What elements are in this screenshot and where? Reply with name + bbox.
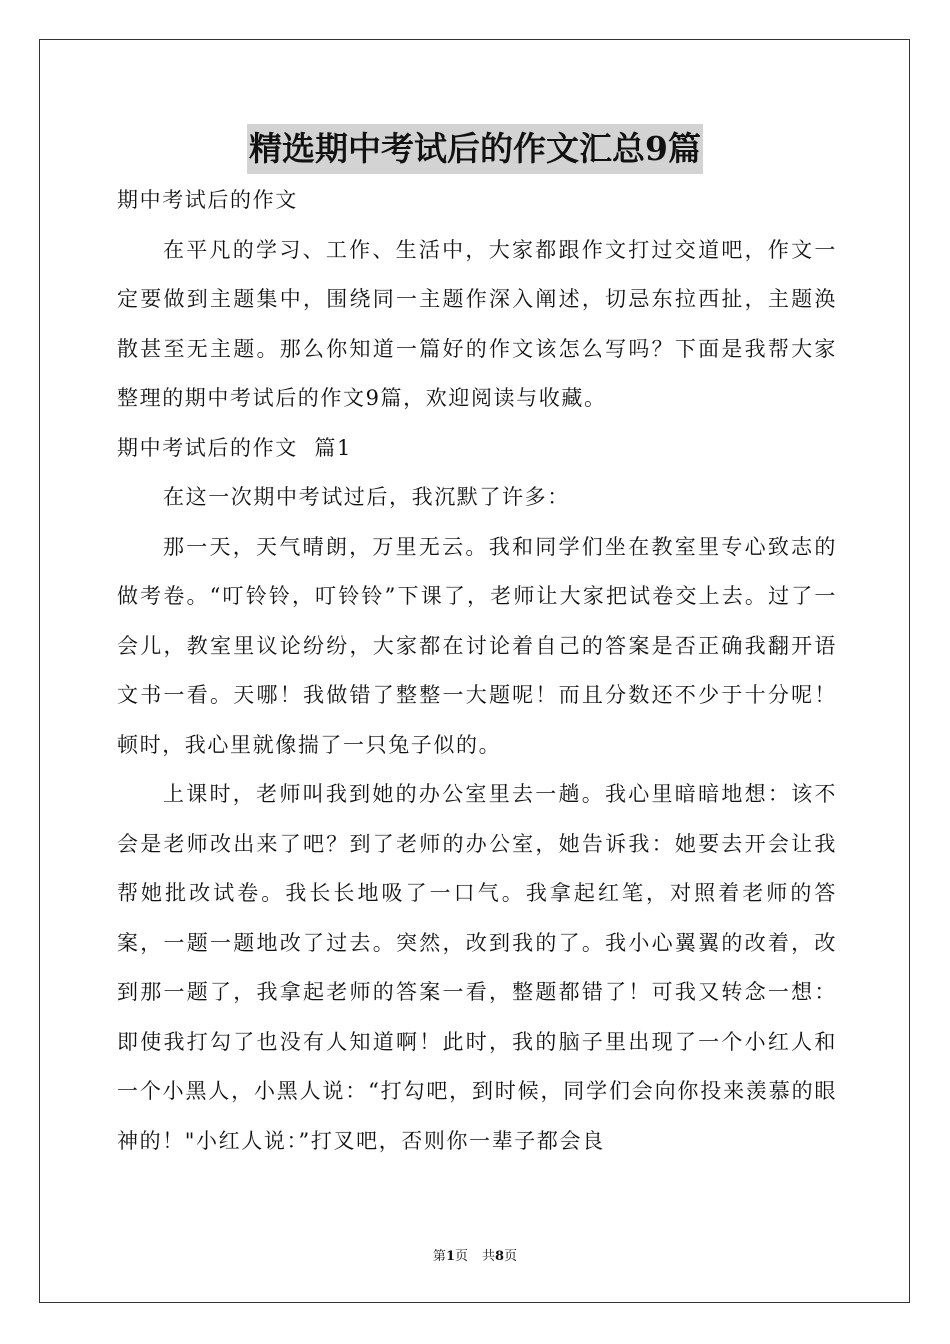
page-number-suffix: 页: [454, 1249, 468, 1264]
section-heading: 期中考试后的作文: [117, 188, 298, 212]
paragraph: 在这一次期中考试过后，我沉默了许多：: [163, 485, 570, 509]
page-total-prefix: 共: [482, 1249, 496, 1264]
page-total-suffix: 页: [504, 1249, 518, 1264]
document-title: 精选期中考试后的作文汇总9篇: [247, 124, 703, 174]
paragraph: 在平凡的学习、工作、生活中，大家都跟作文打过交道吧，作文一定要做到主题集中，围绕同一主题作深入阐述，切忌东拉西扯，主题涣散甚至无主题。那么你知道一篇好的作文该怎么写吗？下面是我帮大家整理的期中考试后的作文9篇，欢迎阅读与收藏。: [117, 237, 837, 410]
title-container: [0, 124, 950, 174]
paragraph: 那一天，天气晴朗，万里无云。我和同学们坐在教室里专心致志的做考卷。“叮铃铃，叮铃铃”下课了，老师让大家把试卷交上去。过了一会儿，教室里议论纷纷，大家都在讨论着自己的答案是否正确我翻开语文书一看。天哪！我做错了整整一大题呢！而且分数还不少于十分呢！顿时，我心里就像揣了一只兔子似的。: [117, 534, 837, 757]
page-total: 8: [495, 1249, 505, 1264]
section-heading: 期中考试后的作文 篇1: [117, 435, 352, 460]
document-body: [117, 176, 837, 1166]
page-number-current: 1: [445, 1249, 455, 1264]
page-footer: [0, 1247, 950, 1267]
page-number-prefix: 第: [432, 1249, 446, 1264]
paragraph: 上课时，老师叫我到她的办公室里去一趟。我心里暗暗地想：该不会是老师改出来了吧？到了老师的办公室，她告诉我：她要去开会让我帮她批改试卷。我长长地吸了一口气。我拿起红笔，对照着老师的答案，一题一题地改了过去。突然，改到我的了。我小心翼翼的改着，改到那一题了，我拿起老师的答案一看，整题都错了！可我又转念一想：即使我打勾了也没有人知道啊！此时，我的脑子里出现了一个小红人和一个小黑人，小黑人说：“打勾吧，到时候，同学们会向你投来羡慕的眼神的！"小红人说：”打叉吧，否则你一辈子都会良: [117, 782, 837, 1153]
